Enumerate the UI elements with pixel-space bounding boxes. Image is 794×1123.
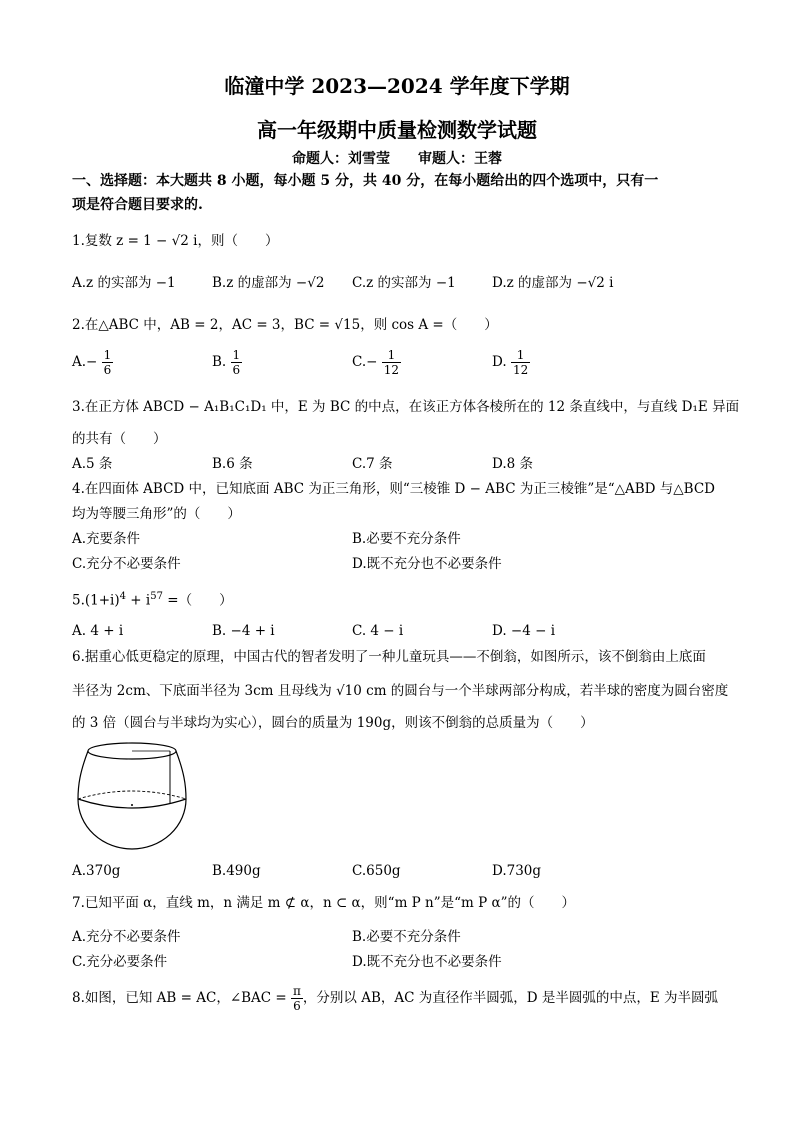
q7-option-c: C.充分必要条件 [72,954,168,970]
q1-option-d: D.z 的虚部为 −√2 i [492,275,614,291]
q1-option-c: C.z 的实部为 −1 [352,275,456,291]
q2-option-a-prefix: A. [72,354,87,370]
q2-option-b-prefix: B. [212,354,227,370]
q2-option-b-den: 6 [232,363,241,377]
q2-option-c [352,348,401,377]
q4-stem-line1: 4.在四面体 ABCD 中，已知底面 ABC 为正三角形，则“三棱锥 D − ABC 为正三棱锥”是“△ABD 与△BCD [72,481,715,497]
q5-stem-mid: + i [126,592,151,609]
q2-stem: 2.在△ABC 中，AB = 2，AC = 3，BC = √15，则 cos A =（ ） [72,317,498,333]
q3-stem-line2: 的共有（ ） [72,431,167,447]
q1-option-a: A.z 的实部为 −1 [72,275,176,291]
q8-stem [72,984,718,1013]
q5-option-a: A. 4 + i [72,623,124,639]
q5-stem-base: 5.(1+i) [72,592,120,609]
q6-stem-line2: 半径为 2cm、下底面半径为 3cm 且母线为 √10 cm 的圆台与一个半球两部分构成，若半球的密度为圆台密度 [72,683,729,699]
q2-option-c-sign: − [366,354,378,370]
q5-option-b: B. −4 + i [212,623,275,639]
q7-option-b: B.必要不充分条件 [352,929,461,945]
q2-option-b-fraction [231,348,243,377]
q7-option-d: D.既不充分也不必要条件 [352,954,502,970]
q1-option-b: B.z 的虚部为 −√2 [212,275,325,291]
q8-frac-den: 6 [293,999,301,1013]
q2-option-d-den: 12 [512,363,529,377]
q7-option-a: A.充分不必要条件 [72,929,181,945]
q3-stem-line1: 3.在正方体 ABCD − A₁B₁C₁D₁ 中，E 为 BC 的中点，在该正方体各棱所在的 12 条直线中，与直线 D₁E 异面 [72,399,740,415]
tumbler-diagram [74,737,194,857]
q2-option-d [492,348,530,377]
q5-stem-exp2: 57 [150,591,163,602]
section1-heading-line2: 项是符合题目要求的. [72,197,203,213]
q2-option-c-num: 1 [382,348,401,363]
exam-title: 临潼中学 2023—2024 学年度下学期 [224,74,570,98]
q8-stem-pre: 8.如图，已知 AB = AC，∠BAC = [72,990,287,1006]
q2-option-c-fraction [382,348,401,377]
q3-option-c: C.7 条 [352,456,393,472]
q5-stem-end: =（ ） [162,592,233,609]
q5-option-d: D. −4 − i [492,623,556,639]
q6-option-b: B.490g [212,863,261,879]
q2-option-a [72,348,113,377]
q5-option-c: C. 4 − i [352,623,404,639]
q2-option-b-num: 1 [232,348,241,362]
exam-subtitle: 高一年级期中质量检测数学试题 [257,118,537,142]
q4-option-a: A.充要条件 [72,531,141,547]
q3-option-b: B.6 条 [212,456,253,472]
q2-option-c-den: 12 [383,363,400,377]
q6-option-d: D.730g [492,863,542,879]
q7-stem: 7.已知平面 α，直线 m，n 满足 m ⊄ α，n ⊂ α，则“m P n”是“m P α”的（ ） [72,895,576,911]
q6-stem-line3: 的 3 倍（圆台与半球均为实心），圆台的质量为 190g，则该不倒翁的总质量为（ ） [72,715,594,731]
q2-option-a-den: 6 [103,363,112,377]
q4-option-c: C.充分不必要条件 [72,556,181,572]
q8-stem-post: ，分别以 AB，AC 为直径作半圆弧，D 是半圆弧的中点，E 为半圆弧 [302,990,719,1006]
q6-option-a: A.370g [72,863,121,879]
q3-option-a: A.5 条 [72,456,113,472]
q2-option-d-num: 1 [511,348,530,363]
q4-option-d: D.既不充分也不必要条件 [352,556,502,572]
q2-option-d-prefix: D. [492,354,507,370]
exam-authors: 命题人：刘雪莹 审题人：王蓉 [292,151,502,167]
q8-frac-num: π [293,984,301,998]
q3-option-d: D.8 条 [492,456,534,472]
tumbler-figure [74,737,194,861]
q6-option-c: C.650g [352,863,401,879]
q4-option-b: B.必要不充分条件 [352,531,461,547]
q4-stem-line2: 均为等腰三角形”的（ ） [72,506,241,522]
q2-option-d-fraction [511,348,530,377]
q1-stem: 1.复数 z = 1 − √2 i，则（ ） [72,233,279,249]
q8-angle-fraction [291,984,303,1013]
q2-option-a-sign: − [86,354,98,370]
section1-heading-line1: 一、选择题：本大题共 8 小题，每小题 5 分，共 40 分，在每小题给出的四个选项中，只有一 [72,173,659,189]
q2-option-b [212,348,242,377]
q5-stem [72,588,233,610]
q2-option-a-num: 1 [103,348,112,362]
q5-stem-exp1: 4 [119,591,127,602]
q6-stem-line1: 6.据重心低更稳定的原理，中国古代的智者发明了一种儿童玩具——不倒翁，如图所示，该不倒翁由上底面 [72,649,706,665]
q2-option-c-prefix: C. [352,354,367,370]
q2-option-a-fraction [102,348,114,377]
